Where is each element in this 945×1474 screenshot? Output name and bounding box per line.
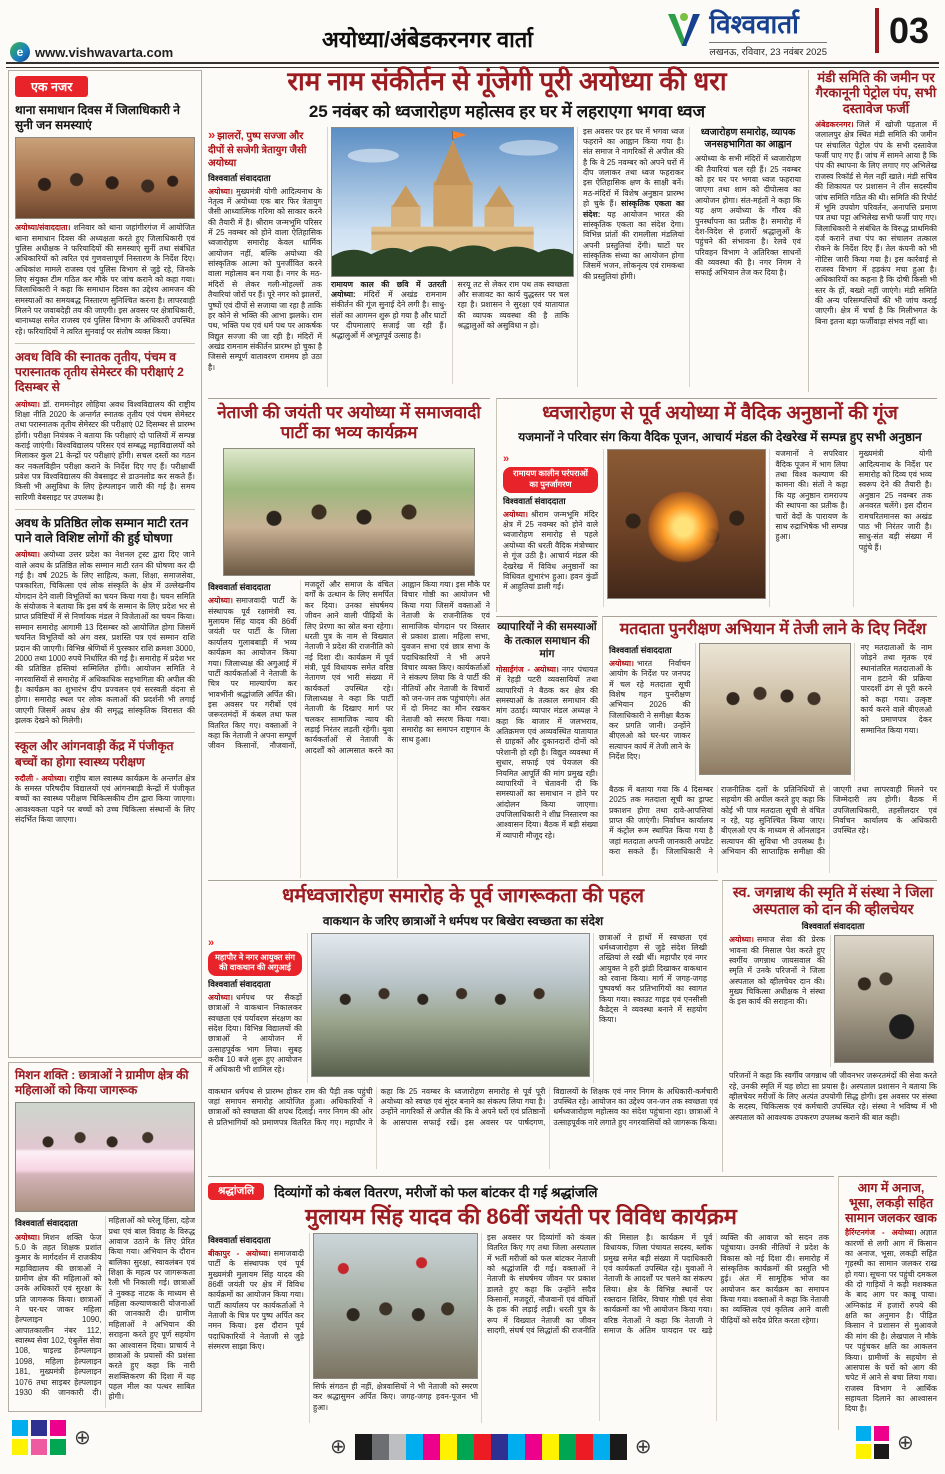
vedic-tag: रामायण कालीन परंपराओं का पुनर्जागरण [503,467,598,492]
walkathon-col-1 [208,933,308,1083]
brand-logo-icon [665,10,703,55]
wheelchair-photo-column [831,935,937,1067]
registration-mark-icon: ⊕ [330,1436,347,1458]
under-photo-columns [331,280,574,384]
color-squares [856,1426,889,1459]
mission-body [15,1216,195,1408]
mulayam-photo [313,1233,478,1379]
under-photo-col-2 [453,280,575,384]
lead-col3-body [583,127,684,282]
mulayam-col1-body [208,1249,304,1353]
voter-col-right [855,643,937,781]
brief-body [15,774,195,826]
walkathon-tagline [208,933,302,976]
walkathon-article [208,880,718,1172]
lead-article [208,66,806,396]
dateline: अयोध्या। [208,992,233,1002]
wheelchair-text1: समाज सेवा की प्रेरक भावना की मिसाल पेश करते हुए स्वर्गीय जगन्नाथ जायसवाल की स्मृति में उनके परिजनों ने जिला अस्पताल को व्हीलचेयर दान की। मुख्य चिकित्सा अधीक्षक ने संस्था के इस कार्य की सराहना की। [729,935,825,1007]
registration-mark-icon: ⊕ [634,1436,652,1458]
voter-headline: मतदाता पुनरीक्षण अभियान में तेजी लाने के दिए निर्देश [619,621,927,638]
netaji-article [208,398,490,878]
mulayam-columns [208,1233,834,1423]
temple-photo [331,127,574,277]
traders-headline: व्यापारियों ने की समस्याओं के तत्काल समाधान की मांग [497,621,597,661]
lead-col-1 [208,127,328,387]
lead-col-4 [690,127,806,387]
fire-text: अज्ञात कारणों से लगी आग में किसान का अनाज, भूसा, लकड़ी सहित गृहस्थी का सामान जलकर राख हो गया। सूचना पर पहुंची दमकल की दो गाड़ियों ने कड़ी मशक्कत के बाद आग पर काबू पाया। अग्निकांड में हजारों रुपये की क्षति का अनुमान है। पीड़ित किसान ने प्रशासन से मुआवजे की मांग की है। लेखपाल ने मौके पर पहुंचकर क्षति का आकलन किया। ग्रामीणों के सहयोग से आसपास के घरों को आग की चपेट में आने से बचा लिया गया। राजस्व विभाग ने आर्थिक सहायता दिलाने का आश्वासन दिया है। [845,1228,937,1414]
walkathon-bottom-text: वाकथान धर्मपथ से प्रारम्भ होकर राम की पैड़ी तक पहुंची जहां समापन समारोह आयोजित हुआ। अधिकारियों ने छात्राओं को स्वच्छता की शपथ दिलाई। नगर निगम की ओर से प्रतिभागियों को प्रमाणपत्र वितरित किए गए। महापौर ने कहा कि 25 नवम्बर के ध्वजारोहण समारोह से पूर्व पूरी अयोध्या को स्वच्छ एवं सुंदर बनाने का संकल्प लिया गया है। उन्होंने नागरिकों से अपील की कि वे अपने घरों एवं प्रतिष्ठानों के आसपास सफाई रखें। इस अवसर पर पार्षदगण, विद्यालयों के शिक्षक एवं नगर निगम के अधिकारी-कर्मचारी उपस्थित रहे। आयोजन का उद्देश्य जन-जन तक स्वच्छता एवं धर्मध्वजारोहण महोत्सव का संदेश पहुंचाना रहा। छात्राओं ने उत्साहपूर्वक नारे लगाते हुए नगरवासियों को जागरूक किया। [208,1086,718,1127]
dateline: रुदौली - अयोध्या। [15,773,67,783]
reporter-line: विश्ववार्ता संवाददाता [15,1218,78,1229]
one-look-column [8,70,202,1058]
mulayam-col-1 [208,1233,310,1423]
lead-col1-body [208,187,322,373]
vedic-col1-body [503,510,598,593]
vedic-photo-column [604,449,770,607]
netaji-headline: नेताजी की जयंती पर अयोध्या में समाजवादी पार्टी का भव्य कार्यक्रम [217,403,481,443]
reporter-line: विश्ववार्ता संवाददाता [208,582,271,593]
voter-photo-column [696,643,855,781]
dateline: अयोध्या। [609,658,634,668]
brief-title: अवध के प्रतिष्ठित लोक सम्मान माटी रतन पाने वाले विशिष्ट लोगों की हुई घोषणा [15,516,189,546]
walkathon-headline: धर्मध्वजारोहण समारोह के पूर्व जागरूकता की पहल [281,885,645,907]
mulayam-col1-text: समाजवादी पार्टी के संस्थापक एवं पूर्व मुख्यमंत्री मुलायम सिंह यादव की 86वीं जयंती पर क्षेत्र में विविध कार्यक्रमों का आयोजन किया गया। पार्टी कार्यालय पर कार्यकर्ताओं ने नेताजी के चित्र पर पुष्प अर्पित कर नमन किया। इस दौरान पूर्व पदाधिकारियों ने नेताजी से जुड़े संस्मरण साझा किए। [208,1248,304,1352]
vedic-headline: ध्वजारोहण से पूर्व अयोध्या में वैदिक अनुष्ठानों की गूंज [542,403,898,424]
brief-body [15,223,195,337]
netaji-text: समाजवादी पार्टी के संस्थापक पूर्व रक्षामंत्री स्व. मुलायम सिंह यादव की 86वीं जयंती पर पार्टी के जिला कार्यालय गुलाबबाड़ी में भव्य कार्यक्रम का आयोजन किया गया। जिलाध्यक्ष की अगुआई में पार्टी कार्यकर्ताओं ने नेताजी के चित्र पर माल्यार्पण कर भावभीनी श्रद्धांजलि अर्पित की। इस अवसर पर गरीबों एवं जरूरतमंदों में कंबल तथा फल वितरित किए गए। वक्ताओं ने कहा कि नेताजी ने अपना सम्पूर्ण जीवन किसानों, नौजवानों, मजदूरों और समाज के वंचित वर्गों के उत्थान के लिए समर्पित कर दिया। उनका संघर्षमय जीवन आने वाली पीढ़ियों के लिए प्रेरणा का स्रोत बना रहेगा। धरती पुत्र के नाम से विख्यात नेताजी ने प्रदेश की राजनीति को नई दिशा दी। कार्यक्रम में पूर्व मंत्री, पूर्व विधायक समेत वरिष्ठ नेतागण एवं भारी संख्या में कार्यकर्ता उपस्थित रहे। जिलाध्यक्ष ने कहा कि पार्टी नेताजी के दिखाए मार्ग पर चलकर सामाजिक न्याय की लड़ाई निरंतर लड़ती रहेगी। युवा कार्यकर्ताओं से नेताजी के आदर्शों को आत्मसात करने का आह्वान किया गया। इस मौके पर विचार गोष्ठी का आयोजन भी किया गया जिसमें वक्ताओं ने नेताजी के राजनीतिक एवं सामाजिक योगदान पर विस्तार से प्रकाश डाला। महिला सभा, युवजन सभा एवं छात्र सभा के पदाधिकारियों ने भी अपने विचार व्यक्त किए। कार्यकर्ताओं ने संकल्प लिया कि वे पार्टी की नीतियों और नेताजी के विचारों को जन-जन तक पहुंचाएंगे। अंत में दो मिनट का मौन रखकर नेताजी को स्मरण किया गया। समारोह का समापन राष्ट्रगान के साथ हुआ। [208,580,490,755]
lead-columns [208,127,806,387]
under-photo-lead: रामायण काल की छवि में उतरती अयोध्या: [331,279,447,300]
wheelchair-headline: स्व. जगन्नाथ की स्मृति में संस्था ने जिला अस्पताल को दान की व्हीलचेयर [732,885,934,919]
globe-logo-icon: e [10,42,30,62]
walkathon-tag: महापौर ने नगर आयुक्त संग की वाकथान की अगुआई [208,951,302,976]
divider [15,732,195,733]
mulayam-photo-column [310,1233,482,1423]
tribute-line: दिव्यांगों को कंबल वितरण, मरीजों को फल बांटकर दी गई श्रद्धांजलि [274,1184,598,1200]
ritual-photo [607,449,766,599]
lead-col3-text2: यह आयोजन भारत की सांस्कृतिक एकता का संदेश देगा। विभिन्न प्रांतों की रामलीला मंडलियां अपनी प्रस्तुतियां देंगी। घाटों पर सांस्कृतिक संध्या का आयोजन होगा जिसमें भजन, लोकनृत्य एवं रामकथा की प्रस्तुतियां होंगी। [583,209,684,281]
vedic-tagline [503,449,598,492]
dateline: अयोध्या। [15,1232,40,1242]
brand-text [709,10,827,58]
mandi-headline: मंडी समिति की जमीन पर गैरकानूनी पेट्रोल पंप, सभी दस्तावेज फर्जी [815,70,937,116]
dateline: अयोध्या। [729,935,754,945]
registration-mark-icon: ⊕ [74,1426,91,1449]
brief-text: राष्ट्रीय बाल स्वास्थ्य कार्यक्रम के अन्तर्गत क्षेत्र के समस्त परिषदीय विद्यालयों एवं आंगनबाड़ी केन्द्रों में पंजीकृत बच्चों का स्वास्थ्य परीक्षण चिकित्सकीय टीम द्वारा किया जाएगा। आवश्यकता पड़ने पर बच्चों को उच्च चिकित्सा संस्थानों के लिए संदर्भित किया जाएगा। [15,773,196,825]
netaji-text-wrap [208,580,490,756]
press-marks-right [856,1426,914,1459]
quote-arrow-icon: » [208,126,216,142]
fire-body [845,1228,937,1414]
masthead-dateline: लखनऊ, रविवार, 23 नवंबर 2025 [709,42,827,58]
under-photo-body1 [331,280,447,342]
mission-photo [15,1102,195,1212]
tag-arrow-icon: » [503,453,510,466]
lead-col4-subhead: ध्वजारोहण समारोह, व्यापक जनसहभागिता का आह्वान [700,126,796,151]
mulayam-article [208,1204,834,1430]
dateline: गोसाईगंज - अयोध्या। [496,664,559,674]
mandi-text: जिले में खोजी पड़ताल में जलालपुर क्षेत्र स्थित मंडी समिति की जमीन पर संचालित पेट्रोल पंप के सभी दस्तावेज फर्जी पाए गए हैं। जांच में सामने आया है कि पंप की स्थापना के लिए लगाए गए अभिलेख राजस्व रिकॉर्ड से मेल नहीं खाते। मंडी सचिव की शिकायत पर प्रशासन ने तीन सदस्यीय जांच समिति गठित की थी। समिति की रिपोर्ट में भूमि उपयोग परिवर्तन, अनापत्ति प्रमाण पत्र तथा पट्टा अभिलेख सभी फर्जी पाए गए। जिलाधिकारी ने संबंधित के विरुद्ध प्राथमिकी दर्ज कराने तथा पंप का संचालन तत्काल रोकने के निर्देश दिए हैं। तेल कंपनी को भी नोटिस जारी किया गया है। इस कार्रवाई से राजस्व विभाग में हड़कंप मचा हुआ है। अधिकारियों का कहना है कि दोषी किसी भी स्तर के हों, बख्शे नहीं जाएंगे। मंडी समिति की अन्य परिसम्पत्तियों की भी जांच कराई जाएगी। क्षेत्र में चर्चा है कि मिलीभगत के बिना इतना बड़ा फर्जीवाड़ा संभव नहीं था। [815,119,937,326]
lead-headline: राम नाम संकीर्तन से गूंजेगी पूरी अयोध्या की धरा [287,66,727,96]
dateline: अयोध्या। [208,596,233,606]
dateline: अयोध्या। [503,509,528,519]
vedic-subheadline: यजमानों ने परिवार संग किया वैदिक पूजन, आचार्य मंडल की देखरेख में सम्पन्न हुए सभी अनुष्ठान [518,430,922,445]
reporter-line: विश्ववार्ता संवाददाता [208,172,271,183]
under-photo-text1: मंदिरों में अखंड रामनाम संकीर्तन की गूंज सुनाई देने लगी है। साधु-संतों का आगमन शुरू हो गया है और घाटों पर दीपमालाएं सजाई जा रही हैं। श्रद्धालुओं में अभूतपूर्व उत्साह है। [331,290,447,341]
under-photo-text2: सरयू तट से लेकर राम पथ तक स्वच्छता और सजावट का कार्य युद्धस्तर पर चल रहा है। प्रशासन ने सुरक्षा एवं यातायात की व्यापक व्यवस्था की है ताकि श्रद्धालुओं को असुविधा न हो। [457,279,569,331]
reporter-line: विश्ववार्ता संवाददाता [208,978,271,989]
wheelchair-col-text [729,935,831,1067]
vedic-col-3 [770,449,853,607]
lead-col3-text1: इस अवसर पर हर घर में भगवा ध्वज फहराने का आह्वान किया गया है। संत समाज ने नागरिकों से अपील की है कि वे 25 नवम्बर को अपने घरों में दीप जलाकर तथा ध्वज फहराकर इस ऐतिहासिक क्षण के साक्षी बनें। मठ-मंदिरों में विशेष अनुष्ठान प्रारम्भ हो चुके हैं। [583,126,684,209]
color-strip [355,1434,627,1460]
fire-article [838,1176,937,1430]
brief-text: अयोध्या उत्तर प्रदेश का नेशनल ट्रस्ट द्वारा दिए जाने वाले अवध के प्रतिष्ठित लोक सम्मान माटी रतन की घोषणा कर दी गई है। वर्ष 2025 के लिए साहित्य, कला, शिक्षा, समाजसेवा, पत्रकारिता, चिकित्सा एवं लोक संस्कृति के क्षेत्र में उल्लेखनीय योगदान देने वाली विभूतियों का चयन किया गया है। चयन समिति के संयोजक ने बताया कि इस वर्ष के सम्मान के लिए प्रदेश भर से प्राप्त प्रविष्टियों में से निर्णायक मंडल ने विजेताओं का चयन किया। सम्मान समारोह आगामी 13 दिसम्बर को आयोजित होगा जिसमें चयनित विभूतियों को अंग वस्त्र, प्रशस्ति पत्र एवं सम्मान राशि प्रदान की जाएगी। विभिन्न श्रेणियों में पुरस्कार राशि क्रमशः 3000, 2000 तथा 1000 रुपये निर्धारित की गई है। समारोह में प्रदेश भर की प्रतिष्ठित हस्तियां सम्मिलित होंगी। आयोजन समिति ने नगरवासियों से समारोह में अधिकाधिक सहभागिता की अपील की है। कार्यक्रम का शुभारंभ दीप प्रज्वलन एवं सरस्वती वंदना से होगा। समारोह स्थल पर लोक कलाओं की प्रदर्शनी भी लगाई जाएगी जिसमें अवध क्षेत्र की समृद्ध सांस्कृतिक विरासत की झलक देखने को मिलेगी। [15,550,195,726]
page-number: 03 [875,8,929,53]
vedic-col-1 [503,449,604,607]
mulayam-col-rest [482,1233,834,1423]
walkathon-photo-column [308,933,594,1083]
traders-text: नगर पंचायत में रेहड़ी पटरी व्यवसायियों तथा व्यापारियों ने बैठक कर क्षेत्र की समस्याओं के तत्काल समाधान की मांग उठाई। व्यापार मंडल अध्यक्ष ने कहा कि बाजार में जलभराव, अतिक्रमण एवं अव्यवस्थित यातायात से ग्राहकों और दुकानदारों दोनों को परेशानी हो रही है। विद्युत व्यवस्था में सुधार, सफाई एवं पेयजल की नियमित आपूर्ति की मांग प्रमुख रही। व्यापारियों ने चेतावनी दी कि समस्याओं का समाधान न होने पर आंदोलन किया जाएगा। उपजिलाधिकारी ने शीघ्र निस्तारण का आश्वासन दिया। बैठक में बड़ी संख्या में व्यापारी मौजूद रहे। [496,664,598,840]
vedic-article [496,398,937,612]
voter-bottom-text: बैठक में बताया गया कि 4 दिसम्बर 2025 तक मतदाता सूची का ड्राफ्ट प्रकाशन होगा तथा दावे-आपत्तियां प्राप्त की जाएंगी। निर्वाचन कार्यालय में कंट्रोल रूम स्थापित किया गया है जहां मतदाता अपनी जानकारी अपडेट करा सकते हैं। जिलाधिकारी ने राजनीतिक दलों के प्रतिनिधियों से सहयोग की अपील करते हुए कहा कि कोई भी पात्र मतदाता सूची से वंचित न रहे, यह सुनिश्चित किया जाए। बीएलओ एप के माध्यम से ऑनलाइन सत्यापन की सुविधा भी उपलब्ध है। अभियान की साप्ताहिक समीक्षा की जाएगी तथा लापरवाही मिलने पर जिम्मेदारी तय होगी। बैठक में उपजिलाधिकारी, तहसीलदार एवं निर्वाचन कार्यालय के अधिकारी उपस्थित रहे। [609,784,937,857]
wheelchair-columns [729,935,937,1067]
wheelchair-text2: परिजनों ने कहा कि स्वर्गीय जगन्नाथ जी जीवनभर जरूरतमंदों की सेवा करते रहे, उनकी स्मृति में यह छोटा सा प्रयास है। अस्पताल प्रशासन ने बताया कि व्हीलचेयर मरीजों के लिए अत्यंत उपयोगी सिद्ध होगी। इस अवसर पर संस्था के सदस्य, चिकित्सक एवं कर्मचारी उपस्थित रहे। संस्था ने भविष्य में भी अस्पताल को आवश्यक उपकरण उपलब्ध कराने की बात कही। [729,1071,937,1122]
lead-quote [208,127,322,170]
lead-quote-text: झालरों, पुष्प सज्जा और दीपों से सजेगी त्रेतायुग जैसी अयोध्या [208,130,307,169]
lead-col4-text: अयोध्या के सभी मंदिरों में ध्वजारोहण की तैयारियां चल रही हैं। 25 नवम्बर को हर घर पर भगवा ध्वज फहराया जाएगा तथा शाम को दीपोत्सव का आयोजन होगा। संत-महंतों ने कहा कि यह क्षण अयोध्या के गौरव की पुनर्स्थापना का प्रतीक है। समारोह में देश-विदेश से हजारों श्रद्धालुओं के पहुंचने की संभावना है। रेलवे एवं परिवहन विभाग ने अतिरिक्त साधनों की व्यवस्था की है। नगर निगम ने सफाई अभियान तेज कर दिया है। [695,154,801,278]
dateline: अयोध्या। [15,550,40,560]
press-marks-left [12,1420,91,1455]
walkathon-col1-body [208,993,302,1076]
reporter-line: विश्ववार्ता संवाददाता [503,495,566,506]
vedic-col1-text: श्रीराम जन्मभूमि मंदिर क्षेत्र में 25 नवम्बर को होने वाले ध्वजारोहण समारोह से पहले अयोध्या की धरती वैदिक मंत्रोच्चार से गूंज उठी है। आचार्य मंडल की देखरेख में विविध अनुष्ठानों का विधिवत शु्भारंभ हुआ। हवन कुंडों में आहुतियां डाली गईं। [503,509,599,592]
masthead [0,0,945,64]
divider [15,343,195,344]
brief-body [15,400,195,504]
netaji-body [208,580,490,878]
mission-text [15,1216,195,1402]
walkathon-col-3 [594,933,712,1083]
mulayam-body [487,1233,829,1421]
fire-headline: आग में अनाज, भूसा, लकड़ी सहित सामान जलकर खाक [845,1181,937,1225]
netaji-photo [223,448,475,576]
voter-photo [699,643,851,775]
walkathon-subheadline: वाकथान के जरिए छात्राओं ने धर्मपथ पर बिखेरा स्वच्छता का संदेश [322,913,604,928]
dateline: अयोध्या। [15,399,40,409]
brief-title: अवध विवि की स्नातक तृतीय, पंचम व परास्नातक तृतीय सेमेस्टर की परीक्षाएं 2 दिसम्बर से [15,350,184,395]
vedic-col-4 [854,449,937,607]
dateline: अयोध्या/संवाददाता। [15,223,71,233]
voter-col-left [609,643,696,781]
walkathon-col1-text: धर्मपथ पर सैकड़ों छात्राओं ने वाकथान निकालकर स्वच्छता एवं पर्यावरण संरक्षण का संदेश दिया। विभिन्न विद्यालयों की छात्राओं ने आयोजन में उत्साहपूर्वक भाग लिया। सुबह करीब 10 बजे शुरू हुए आयोजन में अधिकारी भी शामिल रहे। [208,992,302,1075]
lead-col-3 [578,127,690,387]
vedic-columns [503,449,937,607]
reporter-line: विश्ववार्ता संवाददाता [609,644,672,655]
voter-columns [609,643,937,781]
voter-left-body [609,659,690,763]
brief-title: थाना समाधान दिवस में जिलाधिकारी ने सुनी जन समस्याएं [15,103,180,133]
wheelchair-article [722,880,937,1172]
brief-text: डॉ. राममनोहर लोहिया अवध विश्वविद्यालय की राष्ट्रीय शिक्षा नीति 2020 के अन्तर्गत स्नातक तृतीय एवं पंचम सेमेस्टर तथा परास्नातक तृतीय सेमेस्टर की परीक्षाएं 02 दिसम्बर से प्रारम्भ होंगी। परीक्षा नियंत्रक ने बताया कि परीक्षाएं दो पालियों में सम्पन्न कराई जाएंगी। विश्वविद्यालय परिसर एवं सम्बद्ध महाविद्यालयों को मिलाकर कुल 21 केन्द्रों पर परीक्षाएं होंगी। सचल दस्तों का गठन कर नकलविहीन परीक्षा कराने के निर्देश दिए गए हैं। परीक्षार्थी प्रवेश पत्र विश्वविद्यालय की वेबसाइट से डाउनलोड कर सकते हैं। किसी भी असुविधा के लिए हेल्पलाइन जारी की गई है। समय सारिणी वेबसाइट पर उपलब्ध है। [15,399,195,502]
tribute-tag: श्रद्धांजलि [208,1183,264,1201]
brief-body [15,550,195,726]
vedic-col3-text: यजमानों ने सपरिवार वैदिक पूजन में भाग लिया तथा विश्व कल्याण की कामना की। संतों ने कहा कि यह अनुष्ठान रामराज्य की स्थापना का प्रतीक है। चारों वेदों के पारायण के साथ रुद्राभिषेक भी सम्पन्न हुआ। [775,449,848,542]
divider [15,509,195,510]
lead-photo-column [328,127,578,387]
mulayam-headline: मुलायम सिंह यादव की 86वीं जयंती पर विविध कार्यक्रम [305,1204,737,1229]
brand-group [665,10,827,58]
voter-left-text: भारत निर्वाचन आयोग के निर्देश पर जनपद में चल रहे मतदाता सूची विशेष गहन पुनरीक्षण अभियान 2026 की जिलाधिकारी ने समीक्षा बैठक कर प्रगति जानी। उन्होंने बीएलओ को घर-घर जाकर सत्यापन कार्य में तेजी लाने के निर्देश दिए। [609,658,691,762]
under-photo-col-1 [331,280,453,384]
voter-article [602,616,937,876]
dateline: अयोध्या। [208,186,233,196]
brand-name: विश्ववार्ता [709,9,799,39]
brief-title: स्कूल और आंगनवाड़ी केंद्र में पंजीकृत बच्चों का होगा स्वास्थ्य परीक्षण [15,739,174,769]
lead-col1-text: मुख्यमंत्री योगी आदित्यनाथ के नेतृत्व में अयोध्या एक बार फिर त्रेतायुग जैसी आध्यात्मिक गरिमा को साकार करने की तैयारी में है। श्रीराम जन्मभूमि परिसर में 25 नवम्बर को होने वाला ऐतिहासिक ध्वजारोहण समारोह केवल धार्मिक आयोजन नहीं, बल्कि अयोध्या की सांस्कृतिक आत्मा को पुनर्जीवित करने वाला महोत्सव बन गया है। नगर के मठ-मंदिरों से लेकर गली-मोहल्लों तक तैयारियां जोरों पर हैं। पूरे नगर को झालरों, पुष्पों एवं दीपों से सजाया जा रहा है ताकि हर कोने से भक्ति की आभा झलके। राम पथ, भक्ति पथ एवं धर्म पथ पर आकर्षक विद्युत सज्जा की जा रही है। मंदिरों में अखंड रामनाम संकीर्तन प्रारम्भ हो चुका है जिससे सम्पूर्ण वातावरण राममय हो उठा है। [208,186,322,372]
meeting-photo [15,137,195,219]
walkathon-columns [208,933,718,1083]
mandi-article [808,70,937,392]
mission-title: मिशन शक्ति : छात्राओं ने ग्रामीण क्षेत्र की महिलाओं को किया जागरूक [15,1068,189,1098]
mulayam-text: इस अवसर पर दिव्यांगों को कंबल वितरित किए गए तथा जिला अस्पताल में भर्ती मरीजों को फल बांटकर नेताजी को श्रद्धांजलि दी गई। वक्ताओं ने नेताजी के संघर्षमय जीवन पर प्रकाश डालते हुए कहा कि उन्होंने सदैव किसानों, मजदूरों, नौजवानों एवं वंचितों के हक की लड़ाई लड़ी। धरती पुत्र के रूप में विख्यात नेताजी का जीवन सादगी, संघर्ष एवं सिद्धांतों की राजनीति की मिसाल है। कार्यक्रम में पूर्व विधायक, जिला पंचायत सदस्य, ब्लॉक प्रमुख समेत बड़ी संख्या में पदाधिकारी एवं कार्यकर्ता उपस्थित रहे। युवाओं ने नेताजी के आदर्शों पर चलने का संकल्प लिया। क्षेत्र के विभिन्न स्थानों पर रक्तदान शिविर, विचार गोष्ठी एवं सेवा कार्यक्रमों का भी आयोजन किया गया। वरिष्ठ नेताओं ने कहा कि नेताजी ने समाज के अंतिम पायदान पर खड़े व्यक्ति की आवाज को सदन तक पहुंचाया। उनकी नीतियों ने प्रदेश के विकास को नई दिशा दी। समारोह में सांस्कृतिक कार्यक्रमों की प्रस्तुति भी हुई। अंत में सामूहिक भोज का आयोजन कर कार्यक्रम का समापन किया गया। वक्ताओं ने कहा कि नेताजी का व्यक्तित्व एवं कृतित्व आने वाली पीढ़ियों को सदैव प्रेरित करता रहेगा। [487,1232,829,1336]
mandi-body [815,120,937,327]
site-url: www.vishwavarta.com [35,44,174,60]
traders-article [496,616,598,876]
walkathon-photo [311,933,590,1077]
voter-right-text: नए मतदाताओं के नाम जोड़ने तथा मृतक एवं स्थानांतरित मतदाताओं के नाम हटाने की प्रक्रिया पारदर्शी ढंग से पूरी करने को कहा गया। उत्कृष्ट कार्य करने वाले बीएलओ को प्रमाणपत्र देकर सम्मानित किया गया। [860,642,932,735]
dateline: बीकापुर - अयोध्या। [208,1248,271,1258]
lead-col3-lead: सांस्कृतिक एकता का संदेश: [583,199,684,219]
one-look-label: एक नजर [15,76,88,97]
traders-body [496,665,598,841]
tag-arrow-icon: » [208,936,215,949]
press-marks-center [330,1434,652,1460]
registration-mark-icon: ⊕ [897,1431,914,1454]
lead-subheadline: 25 नवंबर को ध्वजारोहण महोत्सव हर घर में लहराएगा भगवा ध्वज [308,101,706,121]
mission-shakti-article [8,1062,202,1412]
mission-body-text: मिशन शक्ति फेज 5.0 के तहत शिक्षक प्रशांत कुमार के मार्गदर्शन में राजकीय महाविद्यालय की छात्राओं ने ग्रामीण क्षेत्र की महिलाओं को उनके अधिकारों एवं सुरक्षा के प्रति जागरूक किया। छात्राओं ने घर-घर जाकर महिला हेल्पलाइन 1090, आपातकालीन नंबर 112, स्वास्थ्य सेवा 102, एंबुलेंस सेवा 108, चाइल्ड हेल्पलाइन 1098, महिला हेल्पलाइन 181, मुख्यमंत्री हेल्पलाइन 1076 तथा साइबर हेल्पलाइन 1930 की जानकारी दी। महिलाओं को घरेलू हिंसा, दहेज प्रथा एवं बाल विवाह के विरुद्ध आवाज उठाने के लिए प्रेरित किया गया। अभियान के दौरान बालिका सुरक्षा, स्वावलंबन एवं शिक्षा के महत्व पर जागरूकता रैली भी निकाली गई। छात्राओं ने नुक्कड़ नाटक के माध्यम से महिला कल्याणकारी योजनाओं की जानकारी दी। ग्रामीण महिलाओं ने अभियान की सराहना करते हुए पूर्ण सहयोग का आश्वासन दिया। प्राचार्य ने छात्राओं के प्रयासों की प्रशंसा करते हुए कहा कि नारी सशक्तिकरण की दिशा में यह पहल मील का पत्थर साबित होगी। [15,1216,195,1402]
section-title: अयोध्या/अंबेडकरनगर वार्ता [321,27,534,52]
reporter-line: विश्ववार्ता संवाददाता [208,1234,271,1245]
dateline: हैरिंग्टनगंज - अयोध्या। [845,1228,917,1238]
wheelchair-body1 [729,935,825,1008]
reporter-line: विश्ववार्ता संवाददाता [801,921,865,932]
voter-bottom [609,785,937,873]
wheelchair-photo [834,935,934,1063]
mulayam-under-photo-text: सिर्फ संगठन ही नहीं, क्षेत्रवासियों ने भी नेताजी को स्मरण कर श्रद्धासुमन अर्पित किए। जगह-जगह हवन-पूजन भी हुआ। [313,1381,478,1412]
walkathon-col3-text: छात्राओं ने हाथों में स्वच्छता एवं धर्मध्वजारोहण से जुड़े संदेश लिखी तख्तियां ले रखी थीं। महापौर एवं नगर आयुक्त ने हरी झंडी दिखाकर वाकथान को रवाना किया। मार्ग में जगह-जगह पुष्पवर्षा कर प्रतिभागियों का स्वागत किया गया। स्काउट गाइड एवं एनसीसी कैडेट्स ने व्यवस्था बनाने में सहयोग किया। [599,932,707,1025]
tribute-strip [208,1176,834,1202]
brief-text: शनिवार को थाना जहांगीरगंज में आयोजित थाना समाधान दिवस की अध्यक्षता करते हुए जिलाधिकारी एवं पुलिस अधीक्षक ने फरियादियों की समस्याएं सुनीं तथा संबंधित अधिकारियों को त्वरित एवं गुणवत्तापूर्ण निस्तारण के निर्देश दिए। अधिकांश मामले राजस्व एवं पुलिस विभाग से जुड़े रहे, जिनके लिए संयुक्त टीम गठित कर मौके पर जांच कराने को कहा गया। जिलाधिकारी ने कहा कि समाधान दिवस का उद्देश्य आमजन की समस्याओं का समयबद्ध निस्तारण सुनिश्चित करना है। लापरवाही मिलने पर जवाबदेही तय की जाएगी। इस अवसर पर क्षेत्राधिकारी, थानाध्यक्ष समेत राजस्व एवं पुलिस विभाग के अधिकारी उपस्थित रहे। फरियादियों ने त्वरित सुनवाई पर संतोष व्यक्त किया। [15,223,195,336]
color-squares [12,1420,66,1455]
dateline: अंबेडकरनगर। [815,119,854,129]
walkathon-bottom [208,1087,718,1169]
vedic-col4-text: मुख्यमंत्री योगी आदित्यनाथ के निर्देश पर समारोह को दिव्य एवं भव्य स्वरूप देने की तैयारी है। अनुष्ठान 25 नवम्बर तक अनवरत चलेंगे। इस दौरान रामचरितमानस का अखंड पाठ भी निरंतर जारी है। साधु-संत बड़ी संख्या में पहुंचे हैं। [858,449,932,552]
